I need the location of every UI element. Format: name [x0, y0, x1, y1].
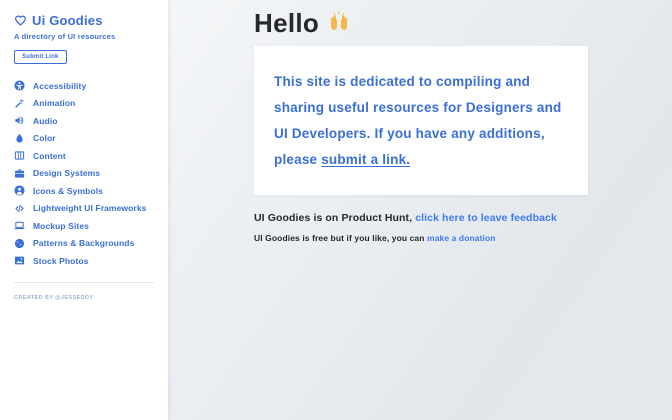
submit-a-link-link[interactable]: submit a link. — [321, 152, 411, 167]
filled-circle-icon — [14, 238, 25, 249]
logo[interactable] — [14, 13, 154, 28]
sidebar-item-patterns-backgrounds[interactable] — [14, 235, 154, 253]
sidebar-item-icons-symbols[interactable] — [14, 182, 154, 200]
sidebar-item-label: Lightweight UI Frameworks — [33, 203, 147, 214]
sidebar-item-design-systems[interactable] — [14, 165, 154, 183]
sidebar-item-label: Audio — [33, 115, 58, 126]
sidebar-item-content[interactable] — [14, 147, 154, 165]
main-content — [168, 0, 672, 420]
briefcase-icon — [14, 168, 25, 179]
droplet-icon — [14, 133, 25, 144]
sidebar-item-animation[interactable] — [14, 95, 154, 113]
sidebar — [0, 0, 168, 420]
photo-icon — [14, 255, 25, 266]
page-title: Hello — [254, 8, 320, 38]
sidebar-item-label: Animation — [33, 98, 76, 109]
intro-card — [254, 46, 588, 195]
sidebar-item-label: Stock Photos — [33, 255, 89, 266]
donation-line — [254, 233, 672, 243]
product-hunt-text: UI Goodies is on Product Hunt, — [254, 212, 416, 224]
sidebar-divider — [14, 282, 154, 283]
sidebar-item-label: Patterns & Backgrounds — [33, 238, 135, 249]
user-circle-icon — [14, 185, 25, 196]
sidebar-item-label: Design Systems — [33, 168, 101, 179]
sidebar-item-label: Mockup Sites — [33, 220, 89, 231]
sidebar-item-mockup-sites[interactable] — [14, 217, 154, 235]
accessibility-icon — [14, 80, 25, 91]
code-icon — [14, 203, 25, 214]
laptop-icon — [14, 220, 25, 231]
make-a-donation-link[interactable]: make a donation — [427, 233, 496, 243]
heart-icon — [14, 14, 27, 27]
sidebar-item-audio[interactable] — [14, 112, 154, 130]
intro-text: This site is dedicated to compiling and sharing useful resources for Designers and UI Developers. If you have any additions, please — [274, 74, 562, 167]
category-nav — [14, 77, 154, 270]
sidebar-item-label: Content — [33, 150, 66, 161]
sidebar-item-label: Icons & Symbols — [33, 185, 103, 196]
sidebar-item-color[interactable] — [14, 130, 154, 148]
site-title: Ui Goodies — [32, 13, 103, 28]
magic-wand-icon — [14, 98, 25, 109]
site-tagline: A directory of UI resources — [14, 32, 116, 41]
sidebar-item-accessibility[interactable] — [14, 77, 154, 95]
speaker-icon — [14, 115, 25, 126]
footer-credit: CREATED BY @JESSEDDY — [14, 294, 94, 301]
submit-link-button[interactable]: Submit Link — [14, 50, 67, 64]
layout-columns-icon — [14, 150, 25, 161]
sidebar-item-label: Color — [33, 133, 56, 144]
donation-text: UI Goodies is free but if you like, you can — [254, 233, 428, 243]
raised-hands-emoji — [327, 10, 351, 37]
sidebar-item-label: Accessibility — [33, 80, 87, 91]
leave-feedback-link[interactable]: click here to leave feedback — [415, 212, 557, 224]
intro-paragraph — [274, 69, 568, 173]
product-hunt-line — [254, 212, 672, 224]
sidebar-item-lightweight-ui-frameworks[interactable] — [14, 200, 154, 218]
sidebar-item-stock-photos[interactable] — [14, 252, 154, 270]
